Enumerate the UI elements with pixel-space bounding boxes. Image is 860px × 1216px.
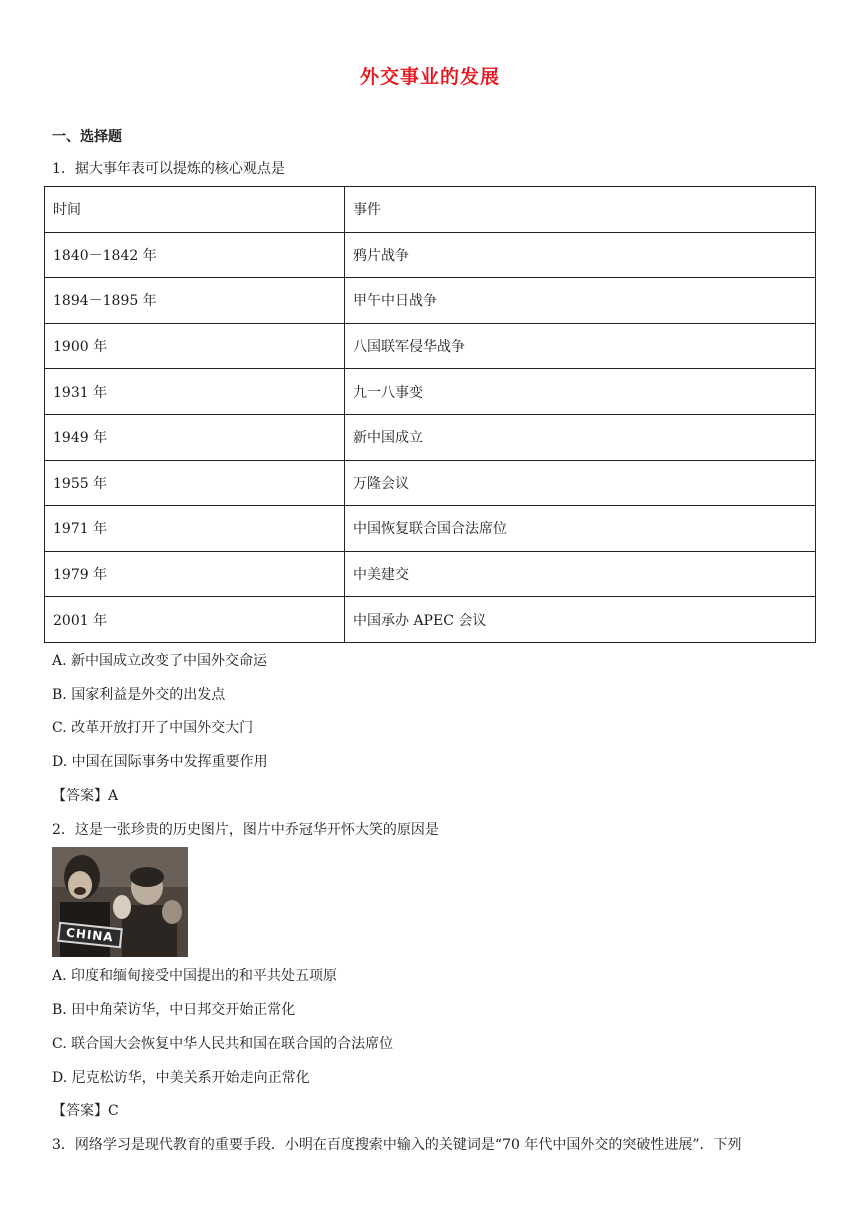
table-header-event: 事件 [345,187,816,233]
table-row [45,460,816,506]
table-cell-time: 1979 年 [45,551,345,597]
table-cell-time: 1931 年 [45,369,345,415]
table-cell-event: 九一八事变 [345,369,816,415]
document-title: 外交事业的发展 [359,66,500,88]
option-a: A. 新中国成立改变了中国外交命运 [52,653,268,669]
table-cell-event: 八国联军侵华战争 [345,323,816,369]
table-row [45,551,816,597]
section-heading: 一、选择题 [52,129,122,145]
table-cell-time: 1955 年 [45,460,345,506]
table-cell-event: 中国承办 APEC 会议 [345,597,816,643]
answer-1: 【答案】A [52,788,119,804]
option-d: D. 尼克松访华，中美关系开始走向正常化 [52,1070,310,1086]
table-header-time: 时间 [45,187,345,233]
question-1-stem: 1．据大事年表可以提炼的核心观点是 [52,161,285,177]
option-c: C. 联合国大会恢复中华人民共和国在联合国的合法席位 [52,1036,394,1052]
option-a: A. 印度和缅甸接受中国提出的和平共处五项原 [52,968,338,984]
table-cell-time: 1900 年 [45,323,345,369]
table-cell-event: 甲午中日战争 [345,278,816,324]
table-row [45,414,816,460]
table-row [45,232,816,278]
option-d: D. 中国在国际事务中发挥重要作用 [52,754,268,770]
table-cell-event: 万隆会议 [345,460,816,506]
option-b: B. 田中角荣访华，中日邦交开始正常化 [52,1002,296,1018]
table-row [45,506,816,552]
table-cell-event: 新中国成立 [345,414,816,460]
table-row [45,323,816,369]
question-2-stem: 2．这是一张珍贵的历史图片，图片中乔冠华开怀大笑的原因是 [52,822,439,838]
china-sign: CHINA [57,922,122,949]
table-cell-time: 1840－1842 年 [45,232,345,278]
option-b: B. 国家利益是外交的出发点 [52,687,226,703]
historical-photo [52,847,188,957]
table-row [45,369,816,415]
chronology-table [44,186,816,643]
answer-2: 【答案】C [52,1103,119,1119]
table-cell-event: 中美建交 [345,551,816,597]
table-cell-event: 中国恢复联合国合法席位 [345,506,816,552]
table-cell-event: 鸦片战争 [345,232,816,278]
table-row [45,597,816,643]
table-cell-time: 1894－1895 年 [45,278,345,324]
table-cell-time: 1949 年 [45,414,345,460]
table-row [45,278,816,324]
table-header-row [45,187,816,233]
option-c: C. 改革开放打开了中国外交大门 [52,720,254,736]
question-3-stem: 3．网络学习是现代教育的重要手段．小明在百度搜索中输入的关键词是“70 年代中国外交的突破性进展”．下列 [52,1137,742,1153]
table-cell-time: 2001 年 [45,597,345,643]
table-cell-time: 1971 年 [45,506,345,552]
